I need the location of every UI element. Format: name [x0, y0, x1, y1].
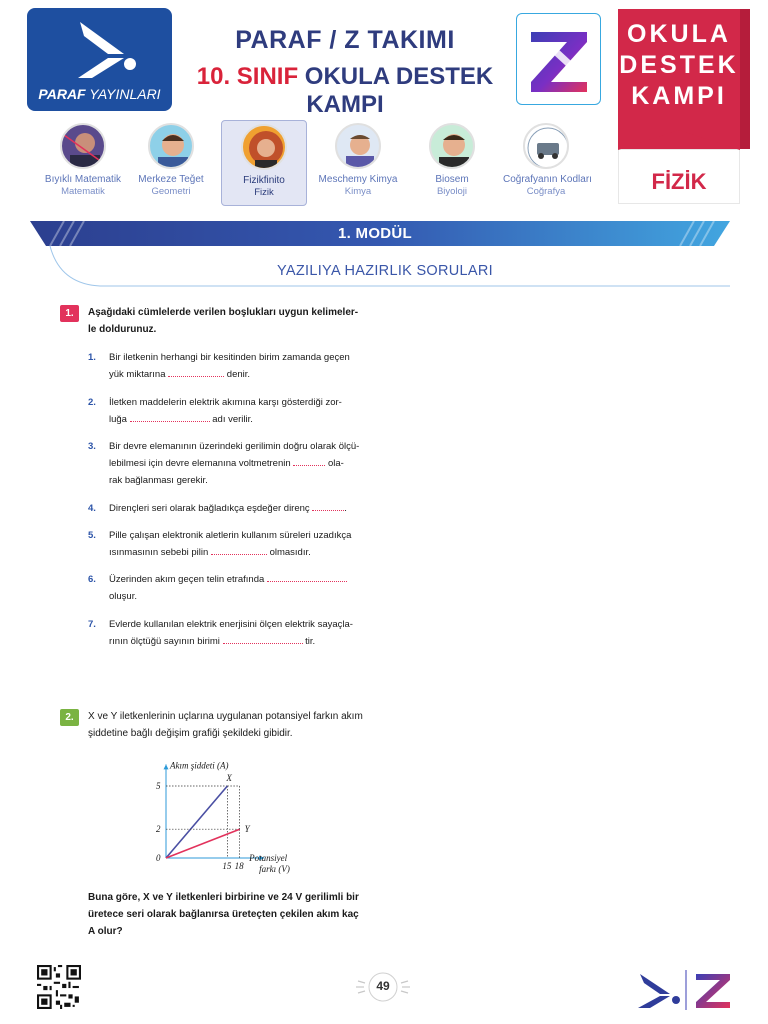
answer-blank[interactable]	[312, 501, 344, 511]
grade-text: 10. SINIF	[196, 63, 299, 90]
stem-line: X ve Y iletkenlerinin uçlarına uygulanan potansiyel farkın akım	[88, 711, 363, 722]
team-title: PARAF / Z TAKIMI	[235, 26, 455, 54]
fill-blank-item-4	[88, 500, 373, 517]
x-tick-label: 18	[234, 861, 244, 871]
item-text: .	[344, 503, 347, 514]
item-text: Evlerde kullanılan elektrik enerjisini ölçen elektrik sayaçla-	[109, 619, 353, 630]
item-text: Üzerinden akım geçen telin etrafında	[109, 574, 265, 585]
y-tick-label: 5	[156, 781, 161, 791]
footer-logos	[630, 968, 740, 1012]
ribbon-line: KAMPI	[631, 82, 727, 110]
x-axis-label: farkı (V)	[259, 864, 290, 874]
item-number: 2.	[88, 397, 96, 408]
x-axis-label: Potansiyel	[249, 853, 288, 863]
item-text: rak bağlanması gerekir.	[109, 475, 208, 486]
fill-blank-item-5	[88, 527, 373, 561]
answer-blank[interactable]	[267, 572, 347, 582]
series-label: Y	[244, 824, 250, 835]
ribbon-line: DESTEK	[619, 51, 739, 79]
item-text: ola-	[327, 458, 344, 469]
teacher-name: Meschemy Kimya	[318, 174, 398, 185]
item-number: 6.	[88, 574, 96, 585]
ribbon-title	[618, 19, 740, 112]
teacher-card-math[interactable]	[40, 120, 126, 206]
teacher-name: Fizikfinito	[243, 175, 285, 186]
page-number-text: 49	[376, 979, 390, 993]
y-tick-label: 2	[156, 824, 161, 835]
question-2-stem	[88, 708, 383, 742]
prompt-line: le doldurunuz.	[88, 324, 157, 335]
teacher-card-physics[interactable]	[221, 120, 307, 206]
item-number: 4.	[88, 503, 96, 514]
item-text: adı verilir.	[212, 414, 253, 425]
item-text: Dirençleri seri olarak bağladıkça eşdeğer direnç	[109, 503, 310, 514]
item-number: 1.	[88, 352, 96, 363]
item-text: denir.	[226, 369, 251, 380]
teacher-subject: Coğrafya	[526, 186, 566, 197]
item-text: rının ölçtüğü sayının birimi	[109, 636, 220, 647]
series-label: X	[226, 773, 232, 783]
teacher-subject: Matematik	[61, 186, 105, 197]
avatar-geometry-icon	[148, 123, 194, 169]
item-number: 5.	[88, 530, 96, 541]
z-team-logo	[516, 13, 601, 105]
item-text: İletken maddelerin elektrik akımına karşı gösterdiği zor-	[109, 397, 342, 408]
teacher-card-biology[interactable]	[409, 120, 495, 206]
item-text: yük miktarına	[109, 369, 166, 380]
ask-line: üretece seri olarak bağlanırsa üreteçten çekilen akım kaç	[88, 909, 359, 920]
publisher-brand: PARAF	[38, 86, 86, 102]
z-logo-icon	[517, 14, 602, 106]
item-text: Bir iletkenin herhangi bir kesitinden birim zamanda geçen	[109, 352, 350, 363]
ask-line: Buna göre, X ve Y iletkenleri birbirine ve 24 V gerilimli bir	[88, 892, 359, 903]
z-logo-icon	[696, 974, 730, 1008]
item-text: luğa	[109, 414, 127, 425]
teacher-name: Coğrafyanın Kodları	[503, 174, 592, 185]
item-text: Bir devre elemanının üzerindeki gerilimin doğru olarak ölçü-	[109, 441, 360, 452]
teacher-subject: Geometri	[151, 186, 191, 197]
teacher-name: Biosem	[435, 174, 469, 185]
item-text: oluşur.	[109, 591, 137, 602]
qr-code-icon[interactable]	[37, 965, 81, 1009]
avatar-math-icon	[60, 123, 106, 169]
prompt-line: Aşağıdaki cümlelerde verilen boşlukları uygun kelimeler-	[88, 307, 359, 318]
fill-blank-item-2	[88, 394, 373, 428]
y-axis-arrow	[164, 764, 169, 769]
answer-blank[interactable]	[223, 634, 303, 644]
teacher-subject: Biyoloji	[436, 186, 468, 197]
publisher-logo	[27, 8, 172, 111]
ribbon-line: OKULA	[627, 20, 731, 48]
subject-label: FİZİK	[651, 169, 707, 194]
publisher-suffix: YAYINLARI	[89, 86, 161, 102]
camp-text: OKULA DESTEK KAMPI	[304, 63, 494, 118]
stem-line: şiddetine bağlı değişim grafiği şekildeki gibidir.	[88, 728, 293, 739]
series-line-y	[166, 829, 240, 858]
answer-blank[interactable]	[211, 545, 267, 555]
teacher-name: Bıyıklı Matematik	[44, 174, 122, 185]
fill-blank-item-3	[88, 438, 373, 489]
teacher-name: Merkeze Teğet	[138, 174, 204, 185]
fill-blank-item-7	[88, 616, 373, 650]
y-axis-label: Akım şiddeti (A)	[170, 760, 229, 771]
module-title: 1. MODÜL	[337, 225, 413, 242]
page-number	[354, 968, 412, 1006]
teacher-card-chemistry[interactable]	[315, 120, 401, 206]
avatar-geography-icon	[523, 123, 569, 169]
item-text: Pille çalışan elektronik aletlerin kullanım süreleri uzadıkça	[109, 530, 352, 541]
answer-blank[interactable]	[293, 456, 325, 466]
teacher-subject: Kimya	[344, 186, 372, 197]
current-voltage-graph	[148, 750, 308, 880]
avatar-physics-icon	[241, 124, 287, 170]
fill-blank-item-6	[88, 571, 373, 605]
series-line-x	[166, 786, 227, 858]
item-text: olmasıdır.	[269, 547, 311, 558]
teacher-card-geography[interactable]	[503, 120, 592, 206]
question-2-ask	[88, 889, 383, 940]
avatar-biology-icon	[429, 123, 475, 169]
section-title: YAZILIYA HAZIRLIK SORULARI	[277, 263, 493, 279]
question-1-prompt	[88, 304, 378, 338]
camp-title	[180, 63, 510, 119]
camp-ribbon	[618, 9, 740, 204]
teacher-card-geometry[interactable]	[128, 120, 214, 206]
item-number: 3.	[88, 441, 96, 452]
fill-blank-item-1	[88, 349, 373, 383]
item-number: 7.	[88, 619, 96, 630]
x-tick-label: 15	[222, 861, 232, 871]
teacher-subject: Fizik	[254, 187, 274, 198]
avatar-chemistry-icon	[335, 123, 381, 169]
item-text: ısınmasının sebebi pilin	[109, 547, 209, 558]
question-number-badge: 1.	[60, 305, 79, 322]
answer-blank[interactable]	[168, 367, 224, 377]
origin-label: 0	[156, 853, 161, 863]
answer-blank[interactable]	[130, 412, 210, 422]
publisher-name	[27, 86, 172, 102]
paraf-arrow-icon	[638, 974, 680, 1008]
item-text: tir.	[305, 636, 316, 647]
paraf-arrow-icon	[62, 14, 142, 84]
item-text: lebilmesi için devre elemanına voltmetrenin	[109, 458, 291, 469]
question-number-badge: 2.	[60, 709, 79, 726]
ask-line: A olur?	[88, 926, 123, 937]
